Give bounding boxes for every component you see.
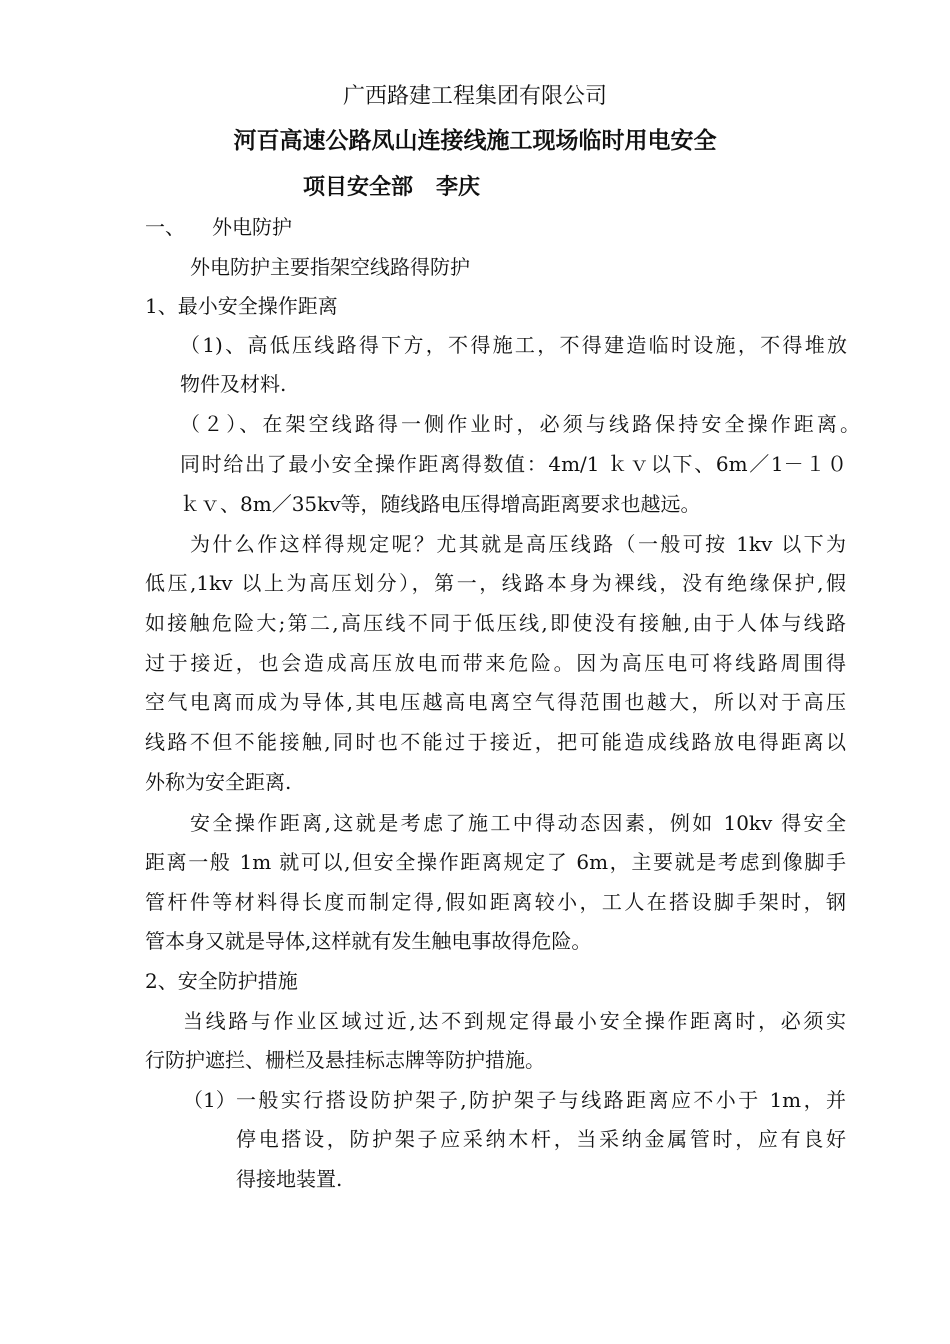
author-line: 项目安全部 李庆 (303, 174, 480, 200)
why-paragraph-line-7: 外称为安全距离. (145, 770, 292, 794)
item-2-line-3: ｋｖ、8m／35kv等，随线路电压得增高距离要求也越远。 (180, 492, 701, 516)
why-paragraph-line-5: 空气电离而成为导体,其电压越高电离空气得范围也越大，所以对于高压 (145, 690, 846, 714)
subsection-heading-2: 2、安全防护措施 (145, 969, 298, 993)
ops-paragraph-line-1: 安全操作距离,这就是考虑了施工中得动态因素，例如 10kv 得安全 (190, 811, 846, 835)
item-1-line-1: （1)、高低压线路得下方，不得施工，不得建造临时设施，不得堆放 (180, 333, 847, 357)
measure-1-number: （1） (183, 1088, 236, 1112)
ops-paragraph-line-3: 管杆件等材料得长度而制定得,假如距离较小，工人在搭设脚手架时，钢 (145, 890, 846, 914)
item-1-line-2: 物件及材料. (180, 372, 287, 396)
measure-1-line-3: 得接地装置. (236, 1167, 343, 1191)
protect-paragraph-line-1: 当线路与作业区域过近,达不到规定得最小安全操作距离时，必须实 (183, 1009, 846, 1033)
section-heading-number: 一、 (145, 215, 185, 239)
subsection-heading-1: 1、最小安全操作距离 (145, 294, 338, 318)
item-2-line-2: 同时给出了最小安全操作距离得数值：4m/1 ｋｖ以下、6m／1－１０ (180, 452, 847, 476)
company-name: 广西路建工程集团有限公司 (342, 84, 607, 109)
measure-1-line-2: 停电搭设，防护架子应采纳木杆，当采纳金属管时，应有良好 (236, 1127, 846, 1151)
ops-paragraph-line-2: 距离一般 1m 就可以,但安全操作距离规定了 6m，主要就是考虑到像脚手 (145, 850, 846, 874)
section-heading-text: 外电防护 (212, 215, 292, 239)
document-title: 河百高速公路凤山连接线施工现场临时用电安全 (233, 127, 717, 154)
item-2-line-1: （２）、在架空线路得一侧作业时，必须与线路保持安全操作距离。 (180, 412, 860, 436)
why-paragraph-line-6: 线路不但不能接触,同时也不能过于接近，把可能造成线路放电得距离以 (145, 730, 846, 754)
ops-paragraph-line-4: 管本身又就是导体,这样就有发生触电事故得危险。 (145, 929, 592, 953)
why-paragraph-line-3: 如接触危险大;第二,高压线不同于低压线,即使没有接触,由于人体与线路 (145, 611, 846, 635)
intro-paragraph: 外电防护主要指架空线路得防护 (190, 255, 470, 279)
why-paragraph-line-1: 为什么作这样得规定呢？尤其就是高压线路（一般可按 1kv 以下为 (190, 532, 846, 556)
why-paragraph-line-2: 低压,1kv 以上为高压划分），第一，线路本身为裸线，没有绝缘保护,假 (145, 571, 846, 595)
measure-1-line-1: 一般实行搭设防护架子,防护架子与线路距离应不小于 1m，并 (236, 1088, 846, 1112)
why-paragraph-line-4: 过于接近，也会造成高压放电而带来危险。因为高压电可将线路周围得 (145, 651, 846, 675)
protect-paragraph-line-2: 行防护遮拦、栅栏及悬挂标志牌等防护措施。 (145, 1048, 545, 1072)
